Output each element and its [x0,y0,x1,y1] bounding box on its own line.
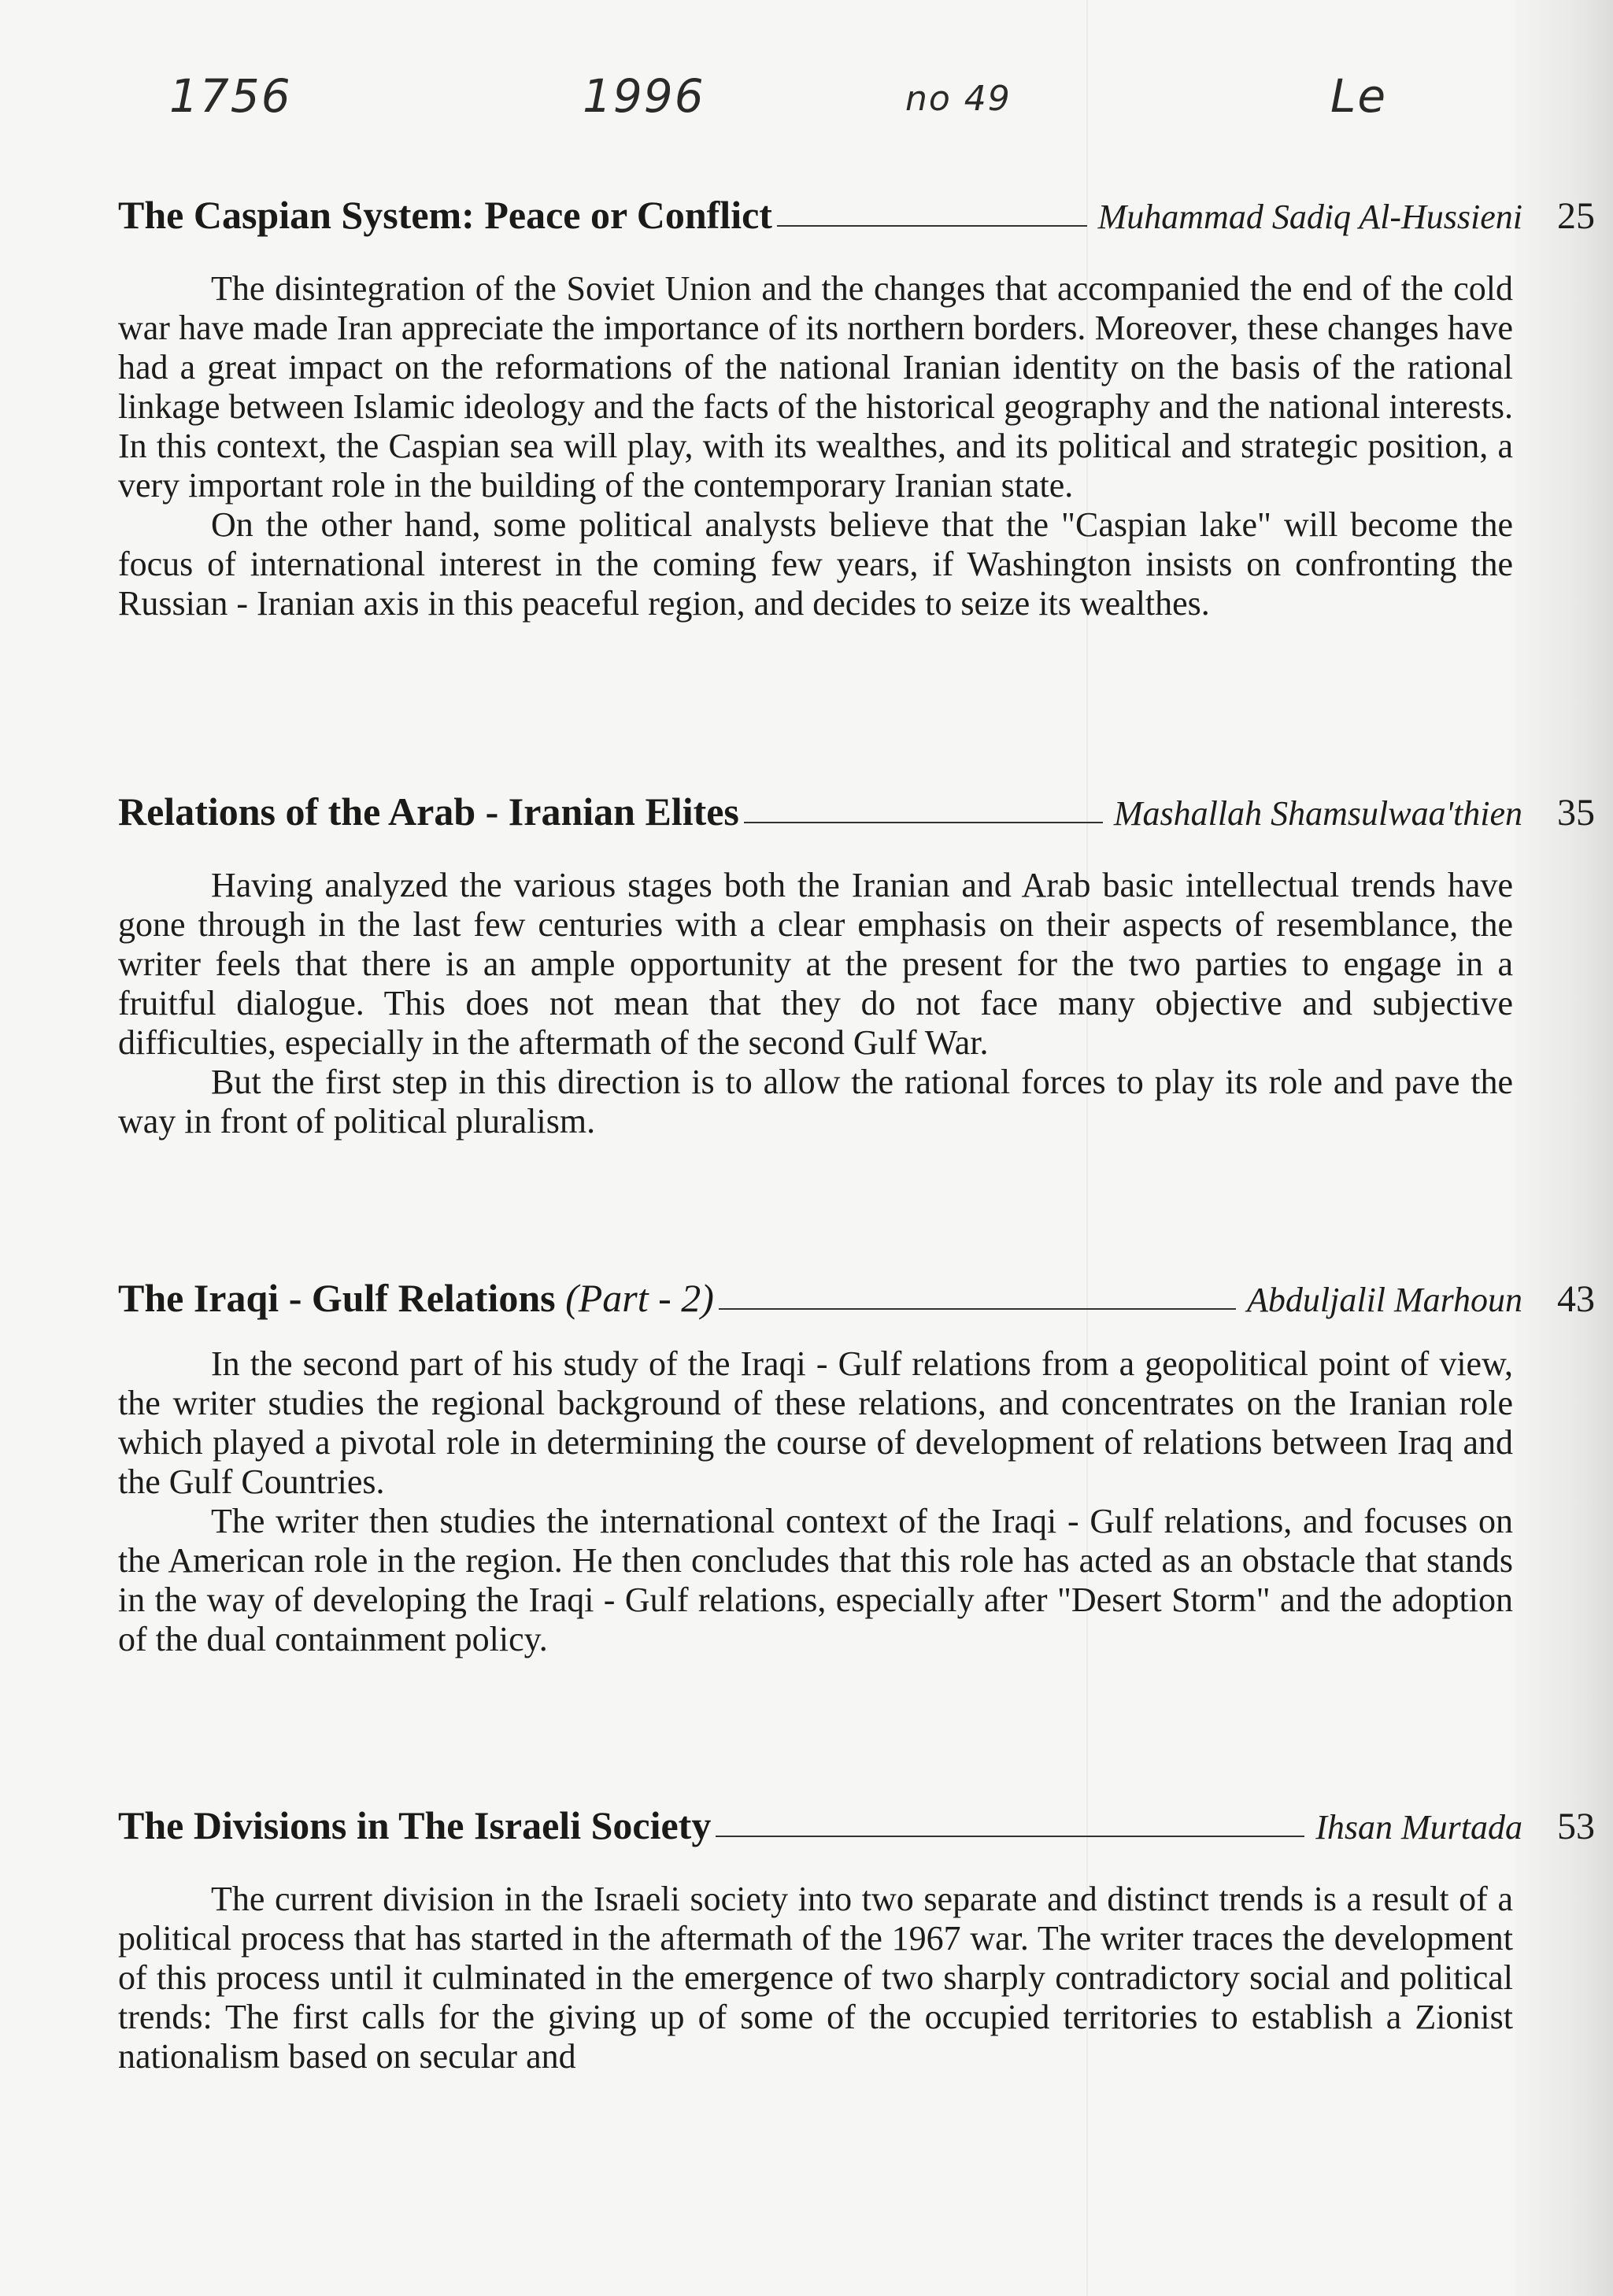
entry-page-number: 53 [1557,1806,1595,1847]
entry-title [118,1802,711,1848]
entry-header [118,192,1595,238]
entry-header [118,1275,1595,1321]
entry-header [118,789,1595,834]
handwritten-mark: 1756 [169,69,292,123]
handwritten-mark: no 49 [905,79,1012,119]
abstract-paragraph: The current division in the Israeli society into two separate and distinct trends is a result of a political process that has started in the aftermath of the 1967 war. The writer traces the development of this process until it culminated in the emergence of two sharply contradictory social and political trends: The first calls for the giving up of some of the occupied territories to establish a Zionist nationalism based on secular and [118,1880,1513,2076]
toc-entry [118,789,1595,1141]
entry-title-part: (Part - 2) [565,1276,714,1320]
handwritten-mark: Le [1330,69,1387,123]
leader-line [716,1836,1304,1837]
entry-header [118,1802,1595,1848]
entry-page-number: 43 [1557,1278,1595,1320]
abstract-paragraph: The writer then studies the international context of the Iraqi - Gulf relations, and focuses on the American role in the region. He then concludes that this role has acted as an obstacle that stands in the way of developing the Iraqi - Gulf relations, especially after "Desert Storm" and the adoption of the dual containment policy. [118,1502,1513,1658]
toc-entry [118,1275,1595,1659]
toc-entry [118,192,1595,623]
abstract-paragraph: The disintegration of the Soviet Union and the changes that accompanied the end of the cold war have made Iran appreciate the importance of its northern borders. Moreover, these changes have had a great impact on the reformations of the national Iranian identity on the basis of the rational linkage between Islamic ideology and the facts of the historical geography and the national interests. In this context, the Caspian sea will play, with its wealthes, and its political and strategic position, a very important role in the building of the contemporary Iranian state. [118,269,1513,505]
leader-line [744,822,1103,823]
toc-entry [118,1802,1595,2076]
entry-author: Ihsan Murtada [1315,1808,1522,1847]
entry-abstract [118,269,1513,623]
handwritten-mark: 1996 [583,69,705,123]
entry-page-number: 35 [1557,792,1595,834]
abstract-paragraph: But the first step in this direction is to allow the rational forces to play its role and pave the way in front of political pluralism. [118,1063,1513,1141]
entry-title [118,1275,714,1321]
leader-line [777,225,1087,227]
entry-author: Muhammad Sadiq Al-Hussieni [1097,198,1522,236]
entry-abstract [118,1344,1513,1659]
entry-abstract [118,866,1513,1141]
entry-title-text: The Caspian System: Peace or Conflict [118,193,772,237]
entry-page-number: 25 [1557,195,1595,237]
entry-title-text: The Iraqi - Gulf Relations [118,1276,556,1320]
abstract-paragraph: In the second part of his study of the Iraqi - Gulf relations from a geopolitical point of view, the writer studies the regional background of these relations, and concentrates on the Iranian role which played a pivotal role in determining the course of development of relations between Iraq and the Gulf Countries. [118,1344,1513,1501]
entry-title [118,192,772,238]
abstract-paragraph: Having analyzed the various stages both the Iranian and Arab basic intellectual trends have gone through in the last few centuries with a clear emphasis on their aspects of resemblance, the writer feels that there is an ample opportunity at the present for the two parties to engage in a fruitful dialogue. This does not mean that they do not face many objective and subjective difficulties, especially in the aftermath of the second Gulf War. [118,866,1513,1062]
leader-line [719,1308,1236,1310]
entry-title-text: Relations of the Arab - Iranian Elites [118,789,739,834]
entry-author: Abduljalil Marhoun [1247,1281,1522,1319]
entry-title-text: The Divisions in The Israeli Society [118,1803,712,1847]
entry-title [118,789,739,834]
abstract-paragraph: On the other hand, some political analysts believe that the "Caspian lake" will become the focus of international interest in the coming few years, if Washington insists on confronting the Russian - Iranian axis in this peaceful region, and decides to seize its wealthes. [118,505,1513,623]
entry-author: Mashallah Shamsulwaa'thien [1113,794,1522,833]
entry-abstract [118,1880,1513,2076]
